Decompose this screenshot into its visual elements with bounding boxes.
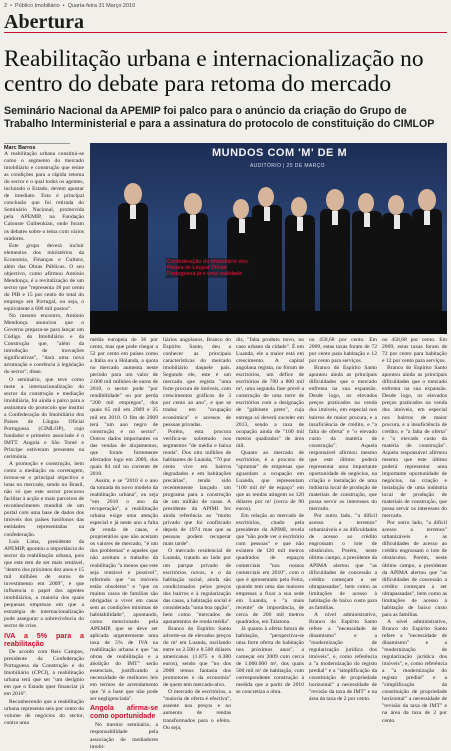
article-column-4 (236, 337, 304, 696)
paper-name: Público Imobiliário (15, 3, 60, 9)
body-paragraph: Reconhecendo que a reabilitação urbana representa seis por cento do volume de negócios do sector, contra uma (4, 698, 84, 726)
body-paragraph: média europeia de 36 por cento, mas que pode chegar a 52 por cento em países como a Itália ou a Holanda, a quota no mercado aumenta neste período para um valor de 2.000 mil milhões de euros de 2010, o sector pode "por rendibilidade" ou por perda "200 mil empregos", dos quais 65 mil em 2009 e 35 mil em 2010. O fim de 2009 terá "um ano negro de construção e no sector". Outros dados importantes os das vendas de alojamentos, que foram fortemente afectados logo em 2009, dos quais 84 mil no corrente de 2010. (90, 337, 158, 477)
column-subheading: IVA a 5% para a reabilitação (4, 631, 84, 649)
column-subheading: Angola afirma-se como oportunidade (90, 705, 158, 721)
body-paragraph: ou 458,68 por cento. Em 2009, estas taxas foram de 72 por cento para habitação e 12 por cento para serviços. (382, 337, 447, 365)
body-paragraph: Branco do Espírito Santo adverte-se de elevados preços do m² em Luanda, oscilando entre os 2.500 e 8.500 dólares americanos (1.875 e 6.380 euros), sendo que "no dos 2008 temos fantasia dos promotores e da economia" de quem tem mercado-alvo. (163, 625, 231, 689)
separator-dot: • (10, 3, 12, 9)
section-header (4, 11, 447, 33)
article-column-5 (309, 337, 377, 703)
body-paragraph: Branco do Espírito Santo apontou ainda as principais dificuldades que o mercado enfrenta na sua expansão. Desde logo, os elevados preços praticados na venda dos imóveis, em especial nos bairros de maior procura, e a insuficiência de crédito, e "a falta de oferta" e "o elevado custo da matéria de construção". Aquela responsável afirmou mesmo que este último poderá representar uma importante oportunidade de negócios, na criação e instalação de uma indústria local de produção de materiais de construção, que possa servir os interesses do mercado. (309, 365, 377, 513)
body-paragraph: Por outro lado, "a difícil acesso a terrenos" urbanizáveis e as dificuldades de acesso ao crédito engrossam o lote de obstáculos. Porém, neste último campo, a presidente da APIMA alertou que "as dificuldades de concessão a crédito começam a ser ultrapassadas", bem como as limitações de acesso à habitação de baixo custo para as famílias. (309, 513, 377, 611)
article-column-3 (163, 337, 231, 731)
body-paragraph: Já quanto à oferta futura de habitação, "perspectiva-se uma forte oferta de habitação nos próximos anos", a começar em 2009 com cerca de 1.000.000 m², dos quais 500 mil m² de habitação, com correspondente construção à medida que a partir de 2010 se concretiza a obra. (236, 625, 304, 696)
body-paragraph: De acordo com Reis Campos, presidente da Confederação Portuguesa da Construção e do Imobiliário (CPCI), a reabilitação urbana terá que ser "um desígnio em que o Estado quer financiar já em 2010". (4, 649, 84, 698)
body-paragraph: Branco do Espírito Santo apontou ainda as principais dificuldades que o mercado enfrenta na sua expansão. Desde logo, os elevados preços praticados na venda dos imóveis, em especial nos bairros de maior procura, e a insuficiência de crédito, e "a falta de oferta" e "o elevado custo da matéria de construção". Aquela responsável afirmou mesmo que este último poderá representar uma importante oportunidade de negócios, na criação e instalação de uma indústria local de produção de materiais de construção, que possa servir os interesses do mercado. (382, 365, 447, 520)
article-column-2 (90, 337, 158, 750)
photo-banner-text: MUNDOS COM 'M' DE M (212, 147, 348, 159)
body-paragraph: Por outro lado, "a difícil acesso a terrenos" urbanizáveis e as dificuldades de acesso ao crédito engrossam o lote de obstáculos. Porém, neste último campo, a presidente da APIMA alertou que "as dificuldades de concessão a crédito começam a ser ultrapassadas", bem como as limitações de acesso à habitação de baixo custo para as famílias. (382, 520, 447, 618)
body-paragraph: No mesmo seminário, a responsabilidade pela associação de mediadores imobi- (90, 722, 158, 750)
separator-dot: • (62, 3, 65, 9)
body-paragraph: O mercado de escritórios, a "maioria de oferta é efectiva", assente nos preços e no aumento de rendas transformados para o efeito. Ou seja, (163, 689, 231, 731)
page-topline (4, 1, 447, 11)
body-paragraph: Quanto ao mercado de escritórios, é a procura de "aprumar" de empresas que aguardam a ocupação em Luanda, que representam "100 mil m² de espaço" em que as rendas atingem os 120 dólares por m² (cerca de 90 euros). (236, 449, 304, 513)
body-paragraph: No mesmo encontro, António Mendonça anunciou que o Governo prepara-se para lançar um Código do Imobiliário e da Construção que, "além da introdução de inovações significativas", "dará uma nova arrumação e coerência à legislação do sector", disse. (4, 313, 84, 376)
body-paragraph: diz, "falta produto novo, no caso urbano da cidade". É em Luanda, ele a maior está em crescimento. A capital angolana regista, no fórum de escritórios, um défice de escritórios de 700 a 800 mil m², uma segunda fase prevê a construção de uma torre de escritórios com a designação de "gabinete preto", cuja entrega só deverá suceder em 2013, sendo a taxa de ocupação ainda de "100 mil metros quadrados" de área útil. (236, 337, 304, 449)
article-column-1 (4, 151, 84, 726)
subheadline: Seminário Nacional da APEMIP foi palco para o anúncio da criação do Grupo de Trabalho Interministerial e para a assinatura do protocolo de constituição do CIMLOP (4, 105, 435, 130)
body-paragraph: A promoção e construção, bem como a mediação ou corretagem, tornou-se o principal objectivo e lutas no mercado, sendo no Brasil, não só que este sector procurou facilitar à acção e mais parceiros de reconhecimento mundial de um portal com uma base de dados dos imóveis dos países lusófonos das entidades representadas na confederação. (4, 461, 84, 538)
headline: Reabilitação urbana e internacionalização no centro do debate para retoma do mercado (4, 46, 424, 97)
photo-caption: Confederação do Imobiliário dos Países de Língua Oficial Portuguesa já é uma realidade (166, 258, 252, 278)
body-paragraph: liários angolanos, Branco do Espírito Santo, deu a conhecer as principais características do mercado imobiliário daquele país. Segundo ele, este é um mercado que regista "uma forte procura de imóveis, com crescimentos gráficos de 3 por cento ao ano", e que se traduz em "ocupação económica" e acessos de pessoas privadas. (163, 337, 231, 428)
body-paragraph: A nível administrativo, Branco do Espírito Santo refere a "necessidade de dinamismo" e a "modernização de regularização jurídica dos imóveis", e, como referência a "a modernização do registo predial" e a "simplificação da constituição de propriedade horizontal" a necessidade de "revisão da taxa de IMT" e na área da taxa de 2 por cento. (309, 611, 377, 703)
photo-banner-subtext: AUDITÓRIO | 25 DE MARÇO (250, 163, 325, 169)
photo-table (90, 311, 447, 334)
event-photo (90, 143, 447, 334)
body-paragraph: Em relação ao mercado de escritórios, citado pela presidente da APIMI, revela que "não pode ver o escritório com pessoas" e que não existem de 120 mil metros quadrados de espaços comerciais "nos nossos comerciais em 2010", com o que é apresentado pela Feira, quando tem uma das maiores empresas a fixar a sua sede em Luanda, e "a mais recente" de importância, de cerca de 200 mil metros quadrados, em Talatona. (236, 513, 304, 625)
body-paragraph: O seminário, que teve como mote a internacionalização do sector da construção e mediação imobiliária, foi ainda o palco para a assinatura do protocolo que institui a Confederação do Imobiliário dos Países de Língua Oficial Portuguesa (CIMLOP), cujo fundador e primeiro associado é o IMTT. Angola e São Tomé e Príncipe estiveram presentes na cerimónia. (4, 376, 84, 461)
body-paragraph: A nível administrativo, Branco do Espírito Santo refere a "necessidade de dinamismo" e a "modernização de regularização jurídica dos imóveis", e, como referência a "a modernização do registo predial" e a "simplificação da constituição de propriedade horizontal" a necessidade de "revisão da taxa de IMT" e na área da taxa de 2 por cento. (382, 618, 447, 724)
body-paragraph: Assim, e se "2010 é o ano da tomada do novo modelo da reabilitação urbana", ou seja "em 2010 o ano da recuperação", a reabilitação urbana exige uma atenção especial e já neste ano a falta de venda de casas, e proprietários que não aceitam os valores de mercado, "é um dos problemas" e aqueles que não aceitam o trabalho da reabilitação "a menos que este seja rentável e possível", referindo que "os imóveis estão obsoletos" e "que os muitos casos de famílias são obrigadas a viver em casas sem as condições mínimas de habitabilidade", apontando, como mencionado pela APEMIP, que se deve ser aplicada urgentemente uma taxa de 5% de IVA na reabilitação urbana e que "as obras de reabilitação e a abolição do IMT" serão essenciais, justificando a necessidade de melhores leis em termos de arrendamento que "é a base que não pode ser negligenciada". (90, 477, 158, 703)
byline: Marc Barros (4, 143, 70, 151)
page-number: 2 (4, 3, 8, 9)
body-paragraph: ou 458,68 por cento. Em 2009, estas taxas foram de 72 por cento para habitação e 12 por cento para serviços. (309, 337, 377, 365)
section-title: Abertura (4, 11, 84, 33)
body-paragraph: A reabilitação urbana constitui-se como o segmento do mercado imobiliário e construção que reúne as condições para a rápida retoma do sector e o qual todos os agentes, incluindo o Estado, devem apostar de imediato. Esta é principal conclusão que foi retirada do Seminário Nacional, promovida pela APEMIP, na Fundação Calouste Gulbenkian, onde foram os debates sobre o tema com vários oradores. (4, 151, 84, 242)
issue-date: Quarta-feira 31 Março 2010 (67, 3, 136, 9)
body-paragraph: Porém, esta procura verifica-se sobretudo nos segmentos "de média e baixa renda". Dos oito milhões de habitantes de Luanda, "70 por cento vive em bairros degradados e em habitações precárias", tendo sido recentemente lançado um programa para a construção de um milhão de casas. A presidente da APIMI fez ainda referência ao "muito privado que foi confiscado depois de 1974 mas que as pessoas podem recuperar mais tarde". (163, 428, 231, 548)
body-paragraph: O mercado residencial de Luanda, tratado ao lado por um parque privado de escritórios novos, e o da habitação social, ainda são condicionados pelos preços dos bairros e à regularização das casas, a habitação social é considerada "uma boa opção", bem como "mercados de aparamentos de renda média". (163, 548, 231, 625)
body-paragraph: Luís Lima, presidente da APEMIP, apontou a importância do sector da reabilitação urbana, pois que este tem de ser mais rentável, "dentro dos próximos dez anos e 15 mil milhões de euros de investimento em 2009", e que influencia o papel dos agentes imobiliários, a maioria dos quais pequenas empresas em que a estratégia de internacionalização pode assegurar a sobrevivência do sector de crise. (4, 538, 84, 630)
article-column-6 (382, 337, 447, 724)
body-paragraph: Este grupo deverá incluir elementos dos ministérios da Economia, Finanças e Cultura, além das Obras Públicas. O seu objectivo, como afirmou António Mendonça, é a revitalização de um sector que "representa 18 por cento do PIB e 15 por cento do total do emprego em Portugal, ou seja, o equivalente a 600 mil postos". (4, 242, 84, 313)
